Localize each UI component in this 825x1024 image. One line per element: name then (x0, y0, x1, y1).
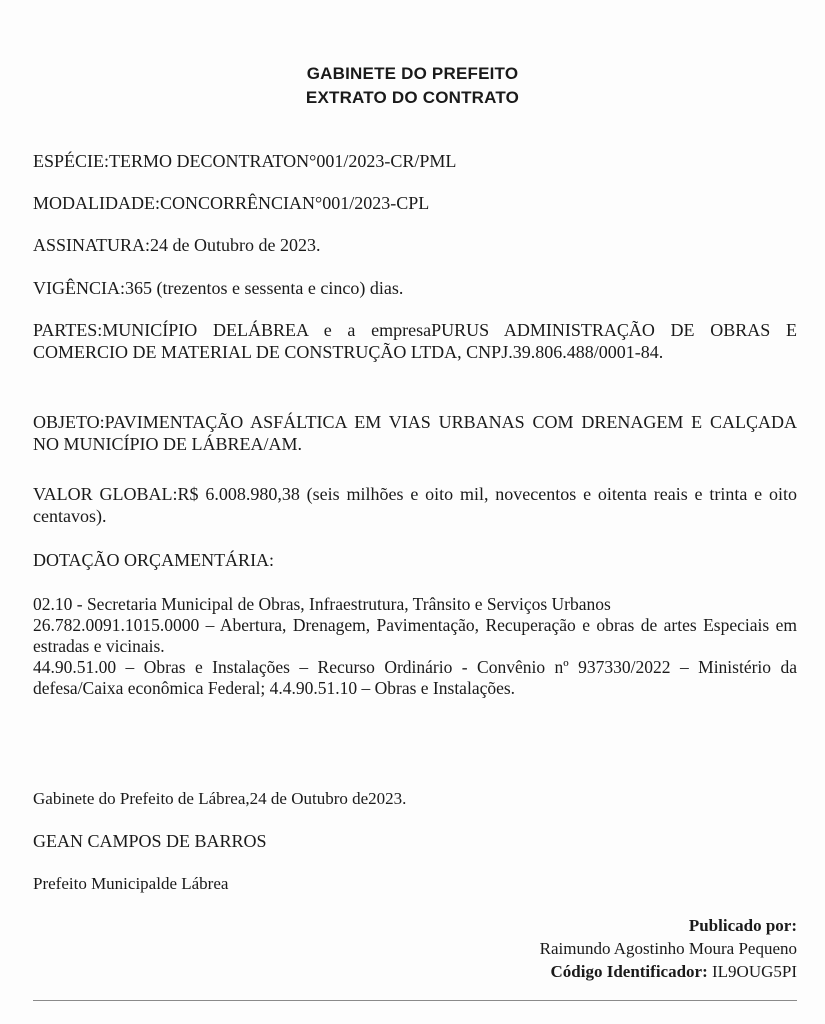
signer-name: GEAN CAMPOS DE BARROS (33, 831, 267, 851)
field-partes: PARTES:MUNICÍPIO DELÁBREA e a empresaPURUS ADMINISTRAÇÃO DE OBRAS E COMERCIO DE MATERIAL DE CONSTRUÇÃO LTDA, CNPJ.39.806.488/0001-84. (33, 320, 797, 362)
field-modalidade: MODALIDADE:CONCORRÊNCIAN°001/2023-CPL (33, 193, 430, 213)
field-valor-global: VALOR GLOBAL:R$ 6.008.980,38 (seis milhões e oito mil, novecentos e oitenta reais e trinta e oito centavos). (33, 484, 797, 526)
identifier-line (540, 960, 797, 983)
field-assinatura: ASSINATURA:24 de Outubro de 2023. (33, 235, 321, 255)
field-vigencia: VIGÊNCIA:365 (trezentos e sessenta e cinco) dias. (33, 278, 404, 298)
field-especie: ESPÉCIE:TERMO DECONTRATON°001/2023-CR/PML (33, 151, 457, 171)
published-by-label: Publicado por: (688, 916, 797, 935)
dotacao-list (33, 594, 797, 699)
header-extract-title: EXTRATO DO CONTRATO (305, 88, 520, 107)
dotacao-item-secretaria: 02.10 - Secretaria Municipal de Obras, Infraestrutura, Trânsito e Serviços Urbanos (33, 594, 611, 614)
publication-block (540, 914, 797, 983)
field-objeto: OBJETO:PAVIMENTAÇÃO ASFÁLTICA EM VIAS URBANAS COM DRENAGEM E CALÇADA NO MUNICÍPIO DE LÁBREA/AM. (33, 412, 797, 454)
identifier-value: IL9OUG5PI (712, 962, 797, 981)
place-date: Gabinete do Prefeito de Lábrea,24 de Outubro de2023. (33, 789, 407, 808)
footer-divider (33, 1000, 797, 1001)
header-office-title: GABINETE DO PREFEITO (306, 64, 519, 83)
signer-role: Prefeito Municipalde Lábrea (33, 874, 229, 893)
document-header (0, 62, 825, 110)
dotacao-item-programa: 26.782.0091.1015.0000 – Abertura, Drenagem, Pavimentação, Recuperação e obras de artes Especiais em estradas e vicinais. (33, 615, 797, 656)
identifier-label: Código Identificador: (550, 962, 708, 981)
dotacao-item-elemento: 44.90.51.00 – Obras e Instalações – Recurso Ordinário - Convênio nº 937330/2022 – Ministério da defesa/Caixa econômica Federal; 4.4.90.51.10 – Obras e Instalações. (33, 657, 797, 698)
publisher-name: Raimundo Agostinho Moura Pequeno (539, 939, 797, 958)
dotacao-title: DOTAÇÃO ORÇAMENTÁRIA: (33, 550, 275, 570)
